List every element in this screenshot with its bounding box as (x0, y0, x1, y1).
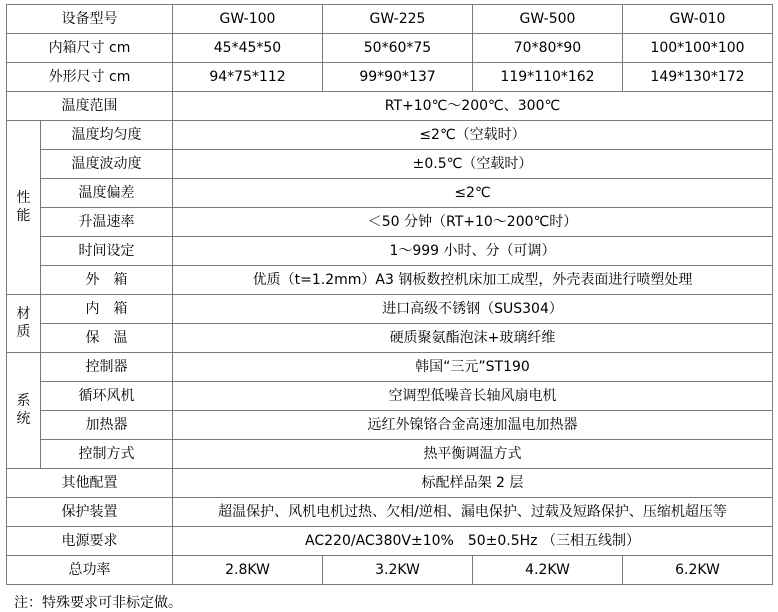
category-performance-char2: 能 (16, 207, 31, 224)
table-row (7, 34, 773, 63)
table-row (7, 469, 773, 498)
row-label: 温度波动度 (41, 150, 173, 179)
cell-value: 远红外镍铬合金高速加温电加热器 (173, 411, 773, 440)
table-row (7, 295, 773, 324)
cell-value: GW-225 (323, 5, 473, 34)
category-performance-char1: 性 (16, 190, 31, 206)
cell-value: 94*75*112 (173, 63, 323, 92)
cell-value: 1～999 小时、分（可调） (173, 237, 773, 266)
cell-value: 3.2KW (323, 556, 473, 585)
table-row (7, 382, 773, 411)
row-label: 加热器 (41, 411, 173, 440)
specification-table (6, 4, 773, 585)
table-row (7, 63, 773, 92)
cell-value: 6.2KW (623, 556, 773, 585)
cell-value: 4.2KW (473, 556, 623, 585)
table-row (7, 440, 773, 469)
table-row (7, 556, 773, 585)
table-row (7, 121, 773, 150)
cell-value: 100*100*100 (623, 34, 773, 63)
row-label: 外形尺寸 cm (7, 63, 173, 92)
table-row (7, 527, 773, 556)
row-label: 升温速率 (41, 208, 173, 237)
cell-value: 硬质聚氨酯泡沫+玻璃纤维 (173, 324, 773, 353)
row-label: 控制方式 (41, 440, 173, 469)
row-label: 时间设定 (41, 237, 173, 266)
cell-value: ±0.5℃（空载时） (173, 150, 773, 179)
table-row (7, 179, 773, 208)
cell-value: ＜50 分钟（RT+10～200℃时） (173, 208, 773, 237)
row-label: 温度偏差 (41, 179, 173, 208)
cell-value: 超温保护、风机电机过热、欠相/逆相、漏电保护、过载及短路保护、压缩机超压等 (173, 498, 773, 527)
cell-value: AC220/AC380V±10% 50±0.5Hz （三相五线制） (173, 527, 773, 556)
row-label: 电源要求 (7, 527, 173, 556)
category-system (7, 353, 41, 469)
category-system-char1: 系 (16, 393, 31, 409)
row-label: 保护装置 (7, 498, 173, 527)
table-row (7, 353, 773, 382)
table-row (7, 5, 773, 34)
cell-value: 进口高级不锈钢（SUS304） (173, 295, 773, 324)
table-row (7, 237, 773, 266)
table-row (7, 324, 773, 353)
category-system-char2: 统 (16, 410, 31, 427)
row-label: 循环风机 (41, 382, 173, 411)
row-label: 控制器 (41, 353, 173, 382)
cell-value: 50*60*75 (323, 34, 473, 63)
category-material-char2: 质 (16, 323, 31, 340)
row-label: 保 温 (41, 324, 173, 353)
cell-value: 149*130*172 (623, 63, 773, 92)
table-row (7, 92, 773, 121)
category-material-char1: 材 (16, 306, 31, 322)
cell-value: GW-100 (173, 5, 323, 34)
cell-value: 韩国“三元”ST190 (173, 353, 773, 382)
row-label: 内 箱 (41, 295, 173, 324)
footnote: 注：特殊要求可非标定做。 (14, 595, 182, 611)
row-label: 温度范围 (7, 92, 173, 121)
table-row (7, 266, 773, 295)
category-material (7, 295, 41, 353)
row-label: 设备型号 (7, 5, 173, 34)
cell-value: 70*80*90 (473, 34, 623, 63)
cell-value: 45*45*50 (173, 34, 323, 63)
cell-value: RT+10℃～200℃、300℃ (173, 92, 773, 121)
cell-value: 标配样品架 2 层 (173, 469, 773, 498)
table-row (7, 150, 773, 179)
table-row (7, 411, 773, 440)
row-label: 内箱尺寸 cm (7, 34, 173, 63)
cell-value: 119*110*162 (473, 63, 623, 92)
category-performance (7, 121, 41, 295)
cell-value: 热平衡调温方式 (173, 440, 773, 469)
cell-value: ≤2℃ (173, 179, 773, 208)
table-row (7, 498, 773, 527)
cell-value: 空调型低噪音长轴风扇电机 (173, 382, 773, 411)
cell-value: 2.8KW (173, 556, 323, 585)
cell-value: 99*90*137 (323, 63, 473, 92)
row-label: 其他配置 (7, 469, 173, 498)
cell-value: GW-500 (473, 5, 623, 34)
row-label: 外 箱 (41, 266, 173, 295)
cell-value: GW-010 (623, 5, 773, 34)
table-row (7, 208, 773, 237)
cell-value: 优质（t=1.2mm）A3 钢板数控机床加工成型，外壳表面进行喷塑处理 (173, 266, 773, 295)
row-label: 总功率 (7, 556, 173, 585)
row-label: 温度均匀度 (41, 121, 173, 150)
cell-value: ≤2℃（空载时） (173, 121, 773, 150)
